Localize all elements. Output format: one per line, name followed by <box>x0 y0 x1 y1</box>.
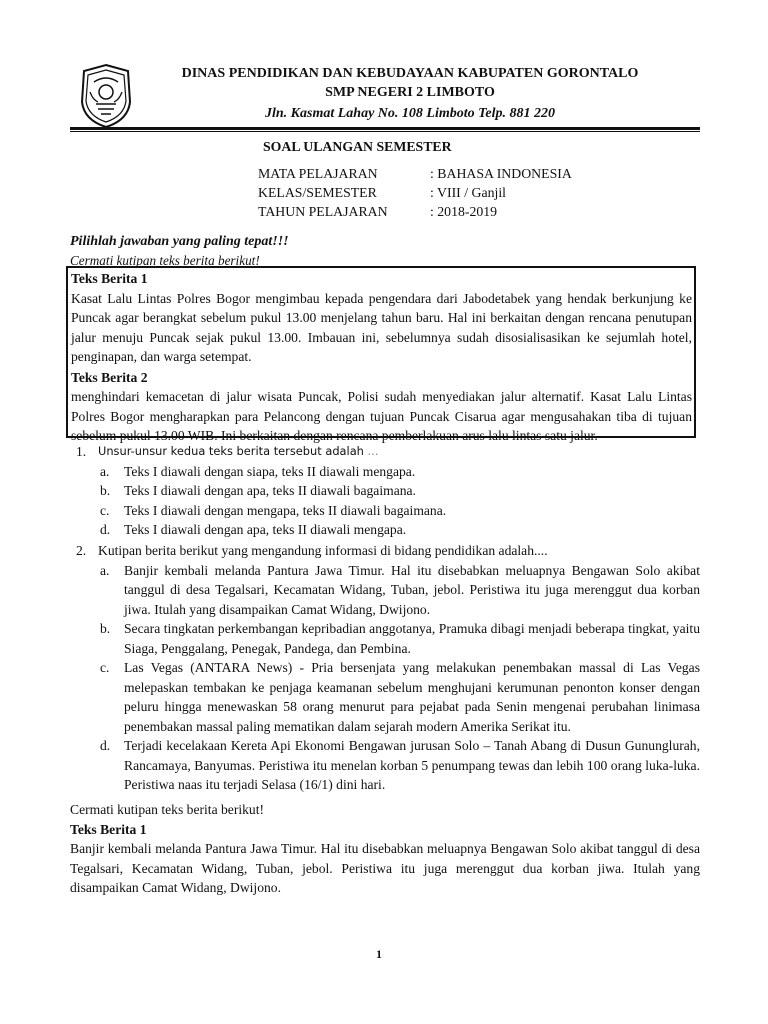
option-text: Las Vegas (ANTARA News) - Pria bersenjata yang melakukan penembakan massal di Las Vegas melepaskan tembakan ke penjaga keamanan sebelum menghujani kerumunan penonton konser dengan peluru hingga menewaskan 58 orang menurut para pejabat pada Senin mengenai perubahan linimasa penembakan massal paling mematikan dalam sejarah modern Amerika Serikat itu. <box>124 660 700 734</box>
answer-option[interactable] <box>100 658 700 736</box>
option-letter: d. <box>100 522 111 537</box>
news-heading-2: Teks Berita 2 <box>71 369 148 385</box>
answer-option[interactable] <box>100 561 700 620</box>
answer-option[interactable] <box>100 462 700 482</box>
answer-option[interactable] <box>100 481 700 501</box>
question-1 <box>76 442 700 540</box>
option-text: Teks I diawali dengan apa, teks II diawali mengapa. <box>124 522 407 537</box>
instruction: Pilihlah jawaban yang paling tepat!!! <box>70 234 289 249</box>
news-section-2 <box>70 800 700 898</box>
school-address: Jln. Kasmat Lahay No. 108 Limboto Telp. 881 220 <box>265 106 555 121</box>
news-heading-1: Teks Berita 1 <box>71 271 148 286</box>
question-2 <box>76 541 700 795</box>
meta-row-subject <box>258 164 572 183</box>
news-text-2: menghindari kemacetan di jalur wisata Puncak, Polisi sudah menyediakan jalur alternatif. Kasat Lalu Lintas Polres Bogor mengharapkan para Pelancong dengan tujuan Puncak Cisarua agar mengusahakan tiba di tujuan sebelum pukul 13.00 WIB. Ini berkaitan dengan rencana pemberlakuan arus lalu lintas satu jalur. <box>71 389 692 443</box>
school-name: SMP NEGERI 2 LIMBOTO <box>325 85 495 100</box>
question-number: 2. <box>76 543 87 558</box>
meta-value: : VIII / Ganjil <box>430 185 506 200</box>
option-text: Teks I diawali dengan apa, teks II diawali bagaimana. <box>124 483 416 498</box>
question-text: Kutipan berita berikut yang mengandung informasi di bidang pendidikan adalah.... <box>98 543 548 558</box>
meta-label: TAHUN PELAJARAN <box>258 204 388 219</box>
news-text-1: Kasat Lalu Lintas Polres Bogor mengimbau kepada pengendara dari Jabodetabek yang hendak berkunjung ke Puncak agar berangkat sebelum pukul 13.00 menjelang tahun baru. Hal ini berkaitan dengan rencana penutupan jalur menuju Puncak sejak pukul 13.00. Imbauan ini, sebelumnya sudah disosialisasikan ke sejumlah hotel, penginapan, dan warga setempat. <box>71 290 692 364</box>
option-letter: d. <box>100 738 111 753</box>
option-letter: b. <box>100 621 111 636</box>
option-letter: a. <box>100 463 110 479</box>
question-ellipsis: ... <box>363 444 379 458</box>
header-rule-thick <box>70 127 700 130</box>
option-text: Terjadi kecelakaan Kereta Api Ekonomi Bengawan jurusan Solo – Tanah Abang di Dusun Gununglurah, Rancamaya, Banyumas. Peristiwa itu menelan korban 5 penumpang tewas dan lebih 100 orang luka-luka. Peristiwa naas itu terjadi Selasa (16/1) dini hari. <box>124 738 700 792</box>
section-text: Banjir kembali melanda Pantura Jawa Timur. Hal itu disebabkan meluapnya Bengawan Solo akibat tanggul di desa Tegalsari, Kecamatan Widang, Tuban, jebol. Peristiwa itu juga merenggut dua korban jiwa. Itulah yang disampaikan Camat Widang, Dwijono. <box>70 841 700 895</box>
agency-name: DINAS PENDIDIKAN DAN KEBUDAYAAN KABUPATEN GORONTALO <box>181 66 639 81</box>
section-heading: Teks Berita 1 <box>70 821 147 837</box>
option-text: Teks I diawali dengan mengapa, teks II diawali bagaimana. <box>124 502 447 518</box>
meta-row-class <box>258 183 572 202</box>
option-text: Secara tingkatan perkembangan kepribadian anggotanya, Pramuka dibagi menjadi beberapa tingkat, yaitu Siaga, Penggalang, Penegak, Pandega, dan Pembina. <box>124 621 700 656</box>
meta-value: : 2018-2019 <box>430 204 498 219</box>
question-number: 1. <box>76 444 87 459</box>
meta-value: : BAHASA INDONESIA <box>430 166 572 181</box>
option-letter: a. <box>100 562 110 578</box>
meta-label: KELAS/SEMESTER <box>258 185 377 200</box>
answer-option[interactable] <box>100 520 700 540</box>
question-text-main: Unsur-unsur kedua teks berita tersebut adalah <box>98 444 364 458</box>
page-number: 1 <box>376 947 382 961</box>
letterhead <box>150 64 670 125</box>
answer-option[interactable] <box>100 501 700 521</box>
meta-label: MATA PELAJARAN <box>258 166 378 181</box>
option-text: Banjir kembali melanda Pantura Jawa Timur. Hal itu disebabkan meluapnya Bengawan Solo akibat tanggul di desa Tegalsari, Kecamatan Widang, Tuban, jebol. Peristiwa itu juga merenggut dua korban jiwa. Itulah yang disampaikan Camat Widang, Dwijono. <box>124 562 700 617</box>
option-letter: c. <box>100 502 110 518</box>
answer-option[interactable] <box>100 736 700 795</box>
question-text <box>98 442 378 462</box>
option-letter: c. <box>100 660 110 675</box>
document-title: SOAL ULANGAN SEMESTER <box>263 139 452 154</box>
section-intro: Cermati kutipan teks berita berikut! <box>70 802 265 817</box>
news-text-box <box>66 266 696 443</box>
header-rule-thin <box>70 131 700 132</box>
instruction-sub: Cermati kutipan teks berita berikut! <box>70 253 260 268</box>
answer-option[interactable] <box>100 619 700 658</box>
meta-row-year <box>258 202 572 221</box>
exam-meta <box>258 164 572 221</box>
option-letter: b. <box>100 483 111 498</box>
school-crest-logo <box>76 62 136 130</box>
option-text: Teks I diawali dengan siapa, teks II diawali mengapa. <box>124 463 416 479</box>
